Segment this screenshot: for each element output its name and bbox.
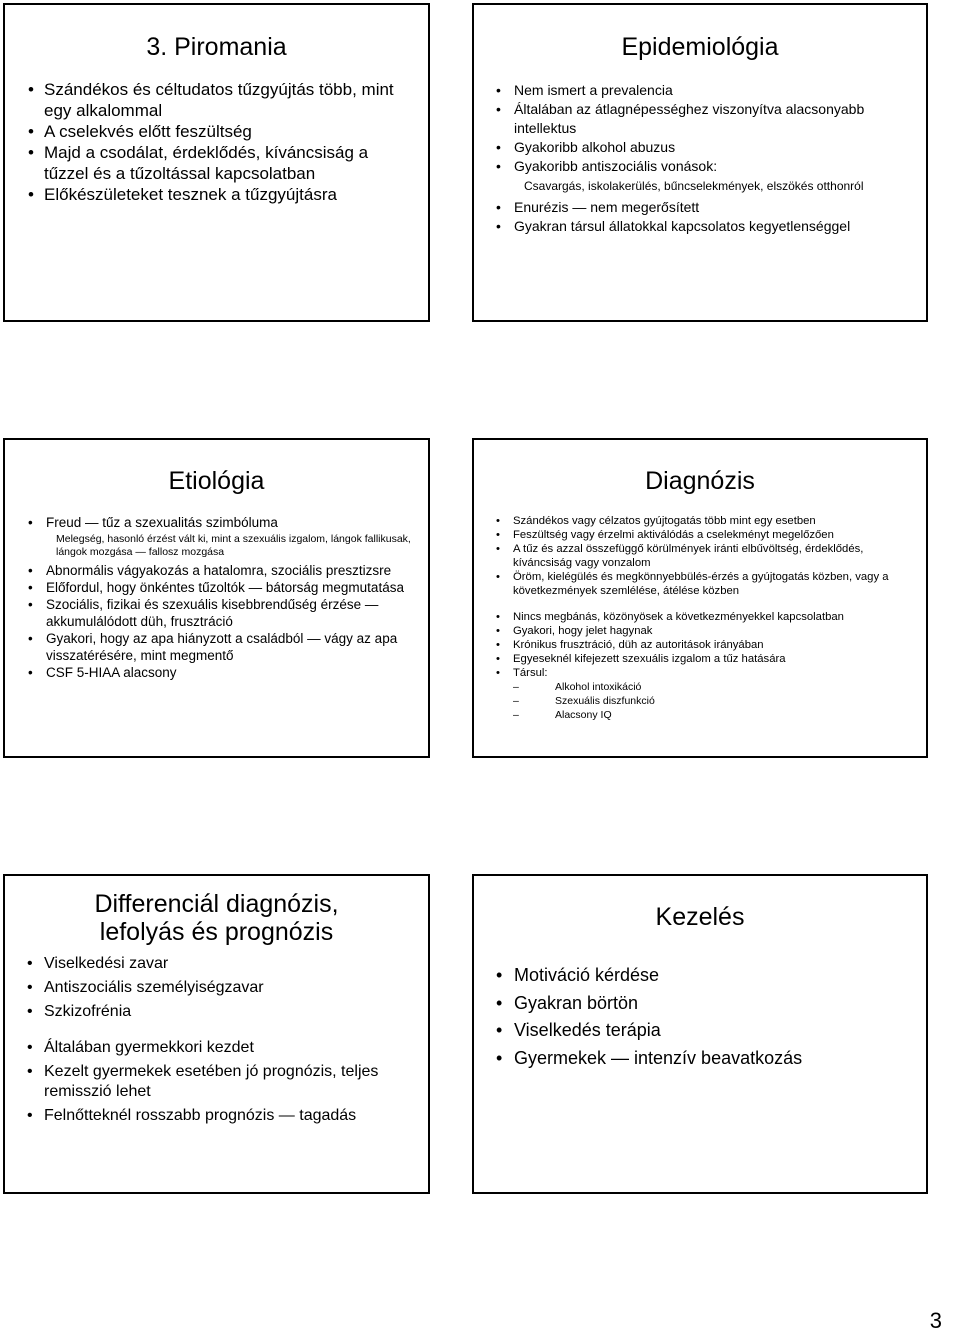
list-item: • Előkészületeket tesznek a tűzgyújtásra	[44, 184, 414, 205]
list-item: • Gyakori, hogy az apa hiányzott a családból — vágy az apa visszatérésére, mint megmentő	[46, 630, 416, 664]
list-item: • Motiváció kérdése	[514, 964, 914, 986]
bullet-list	[44, 954, 414, 1130]
slide-piromania	[3, 3, 430, 322]
slide-title: Diagnózis	[645, 467, 755, 495]
list-item: • CSF 5-HIAA alacsony	[46, 664, 416, 681]
list-item: • Társul:	[513, 666, 923, 680]
sub-list-item: Melegség, hasonló érzést vált ki, mint a szexuális izgalom, lángok fallikusak, lángok mozgása — fallosz mozgása	[56, 533, 411, 558]
list-item: • Freud — tűz a szexualitás szimbóluma	[46, 514, 416, 531]
list-item: • Nem ismert a prevalencia	[514, 81, 914, 100]
page-number: 3	[929, 1308, 942, 1333]
list-item: • Majd a csodálat, érdeklődés, kíváncsiság a tűzzel és a tűzoltással kapcsolatban	[44, 142, 414, 184]
list-item: • Kezelt gyermekek esetében jó prognózis, teljes remisszió lehet	[44, 1062, 414, 1102]
bullet-list	[514, 964, 914, 1074]
slide-kezeles	[472, 874, 928, 1194]
list-item: • Általában az átlagnépességhez viszonyítva alacsonyabb intellektus	[514, 100, 914, 138]
list-item: • Szkizofrénia	[44, 1002, 414, 1022]
slide-title: Etiológia	[168, 467, 265, 495]
list-item: • Szándékos vagy célzatos gyújtogatás több mint egy esetben	[513, 514, 923, 528]
list-item: • Gyakran társul állatokkal kapcsolatos kegyetlenséggel	[514, 217, 914, 236]
slide-title: Epidemiológia	[621, 33, 779, 61]
list-item: • Általában gyermekkori kezdet	[44, 1038, 414, 1058]
list-item: • Krónikus frusztráció, düh az autoritások irányában	[513, 638, 923, 652]
bullet-list	[46, 514, 416, 681]
slide-epidemiologia	[472, 3, 928, 322]
slide-title: Differenciál diagnózis, lefolyás és prognózis	[94, 890, 339, 946]
list-item: • Gyermekek — intenzív beavatkozás	[514, 1047, 914, 1069]
list-item: • Szándékos és céltudatos tűzgyújtás több, mint egy alkalommal	[44, 79, 414, 121]
list-item: • Felnőtteknél rosszabb prognózis — tagadás	[44, 1106, 414, 1126]
list-spacer	[513, 598, 923, 610]
list-item: • Feszültség vagy érzelmi aktiválódás a cselekményt megelőzően	[513, 528, 923, 542]
slide-diagnozis	[472, 438, 928, 758]
slide-title: 3. Piromania	[146, 33, 287, 61]
sub-list-item: Csavargás, iskolakerülés, bűncselekmények, elszökés otthonról	[524, 179, 864, 193]
slide-title: Kezelés	[655, 903, 745, 931]
list-item: • Előfordul, hogy önkéntes tűzoltók — bátorság megmutatása	[46, 579, 416, 596]
list-item: • Gyakoribb alkohol abuzus	[514, 138, 914, 157]
list-item: • Enurézis — nem megerősített	[514, 198, 914, 217]
list-item: • Gyakori, hogy jelet hagynak	[513, 624, 923, 638]
list-spacer	[44, 1026, 414, 1038]
list-item: • Viselkedési zavar	[44, 954, 414, 974]
bullet-list	[513, 514, 923, 722]
list-item: • A cselekvés előtt feszültség	[44, 121, 414, 142]
list-item: • Viselkedés terápia	[514, 1019, 914, 1041]
slide-etiologia	[3, 438, 430, 758]
list-item: • Öröm, kielégülés és megkönnyebbülés-érzés a gyújtogatás közben, vagy a következmények szemlélése, átélése közben	[513, 570, 923, 598]
sub-list-item: – Alkohol intoxikáció	[535, 680, 923, 694]
bullet-list	[44, 79, 414, 205]
sub-list-item: – Szexuális diszfunkció	[535, 694, 923, 708]
list-item: • Antiszociális személyiségzavar	[44, 978, 414, 998]
slide-differencial-diagnozis	[3, 874, 430, 1194]
list-item: • Egyeseknél kifejezett szexuális izgalom a tűz hatására	[513, 652, 923, 666]
list-item: • A tűz és azzal összefüggő körülmények iránti elbűvöltség, érdeklődés, kíváncsiság vagy vonzalom	[513, 542, 923, 570]
list-item: • Gyakran börtön	[514, 992, 914, 1014]
bullet-list	[514, 81, 914, 236]
list-item: • Szociális, fizikai és szexuális kisebbrendűség érzése — akkumulálódott düh, frusztráció	[46, 596, 416, 630]
list-item: • Abnormális vágyakozás a hatalomra, szociális presztizsre	[46, 562, 416, 579]
sub-list-item: – Alacsony IQ	[535, 708, 923, 722]
list-item: • Gyakoribb antiszociális vonások:	[514, 157, 914, 176]
list-item: • Nincs megbánás, közönyösek a következményekkel kapcsolatban	[513, 610, 923, 624]
